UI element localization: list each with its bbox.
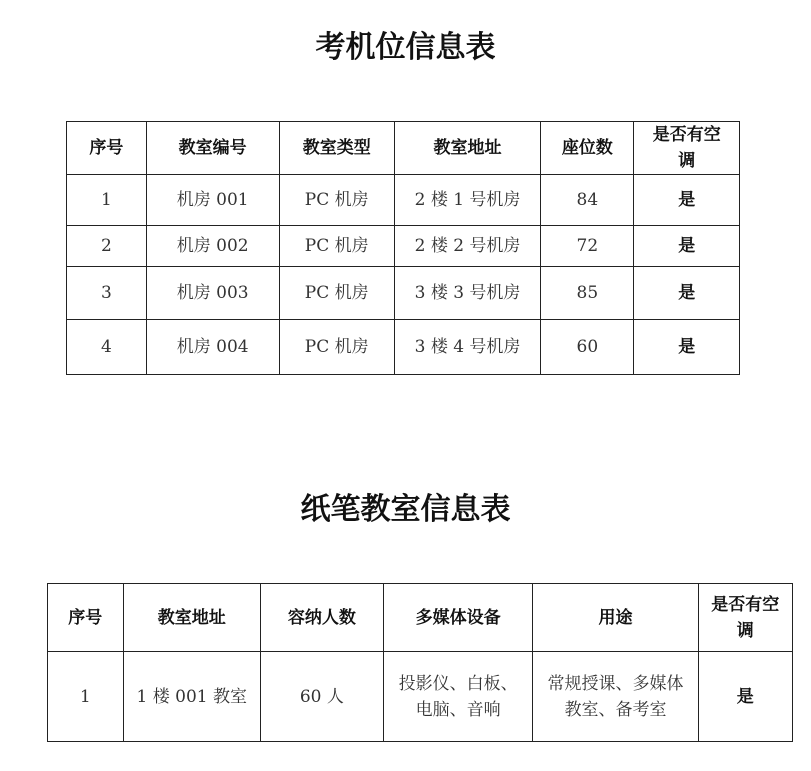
column-header: 教室编号 [146, 122, 279, 175]
table-cell: 是 [634, 320, 740, 375]
column-header: 序号 [67, 122, 147, 175]
table-row [67, 267, 740, 320]
header-row [48, 584, 793, 652]
table-cell: 机房 002 [146, 226, 279, 267]
table-cell: 机房 003 [146, 267, 279, 320]
table-cell: 60 人 [261, 652, 384, 742]
table-cell: 是 [698, 652, 792, 742]
table-cell: 4 [67, 320, 147, 375]
table-cell: 常规授课、多媒体教室、备考室 [533, 652, 698, 742]
column-header: 教室地址 [394, 122, 540, 175]
table-cell: 机房 001 [146, 175, 279, 226]
table-cell: 84 [541, 175, 634, 226]
table-cell: 2 [67, 226, 147, 267]
column-header: 教室类型 [279, 122, 394, 175]
column-header: 教室地址 [123, 584, 261, 652]
table-cell: 是 [634, 267, 740, 320]
table1-title: 考机位信息表 [315, 30, 496, 65]
table2-title: 纸笔教室信息表 [300, 492, 511, 527]
table-row [48, 652, 793, 742]
column-header: 是否有空调 [634, 122, 740, 175]
column-header: 座位数 [541, 122, 634, 175]
table-cell: 3 楼 4 号机房 [394, 320, 540, 375]
table-cell: 是 [634, 175, 740, 226]
classroom-table [47, 583, 793, 742]
header-row [67, 122, 740, 175]
table-row [67, 226, 740, 267]
table-cell: 2 楼 2 号机房 [394, 226, 540, 267]
exam-room-table [66, 121, 740, 375]
table-cell: 3 [67, 267, 147, 320]
table-cell: 60 [541, 320, 634, 375]
table-cell: 1 楼 001 教室 [123, 652, 261, 742]
table-cell: 1 [67, 175, 147, 226]
table-cell: 85 [541, 267, 634, 320]
table-cell: PC 机房 [279, 267, 394, 320]
table-cell: 是 [634, 226, 740, 267]
column-header: 是否有空调 [698, 584, 792, 652]
table-cell: 1 [48, 652, 124, 742]
column-header: 序号 [48, 584, 124, 652]
table-row [67, 175, 740, 226]
table-cell: PC 机房 [279, 175, 394, 226]
table-cell: 72 [541, 226, 634, 267]
table-row [67, 320, 740, 375]
table-cell: PC 机房 [279, 320, 394, 375]
table-cell: 投影仪、白板、电脑、音响 [383, 652, 533, 742]
table-cell: 机房 004 [146, 320, 279, 375]
table-cell: 3 楼 3 号机房 [394, 267, 540, 320]
table-cell: 2 楼 1 号机房 [394, 175, 540, 226]
table-cell: PC 机房 [279, 226, 394, 267]
column-header: 多媒体设备 [383, 584, 533, 652]
column-header: 用途 [533, 584, 698, 652]
column-header: 容纳人数 [261, 584, 384, 652]
